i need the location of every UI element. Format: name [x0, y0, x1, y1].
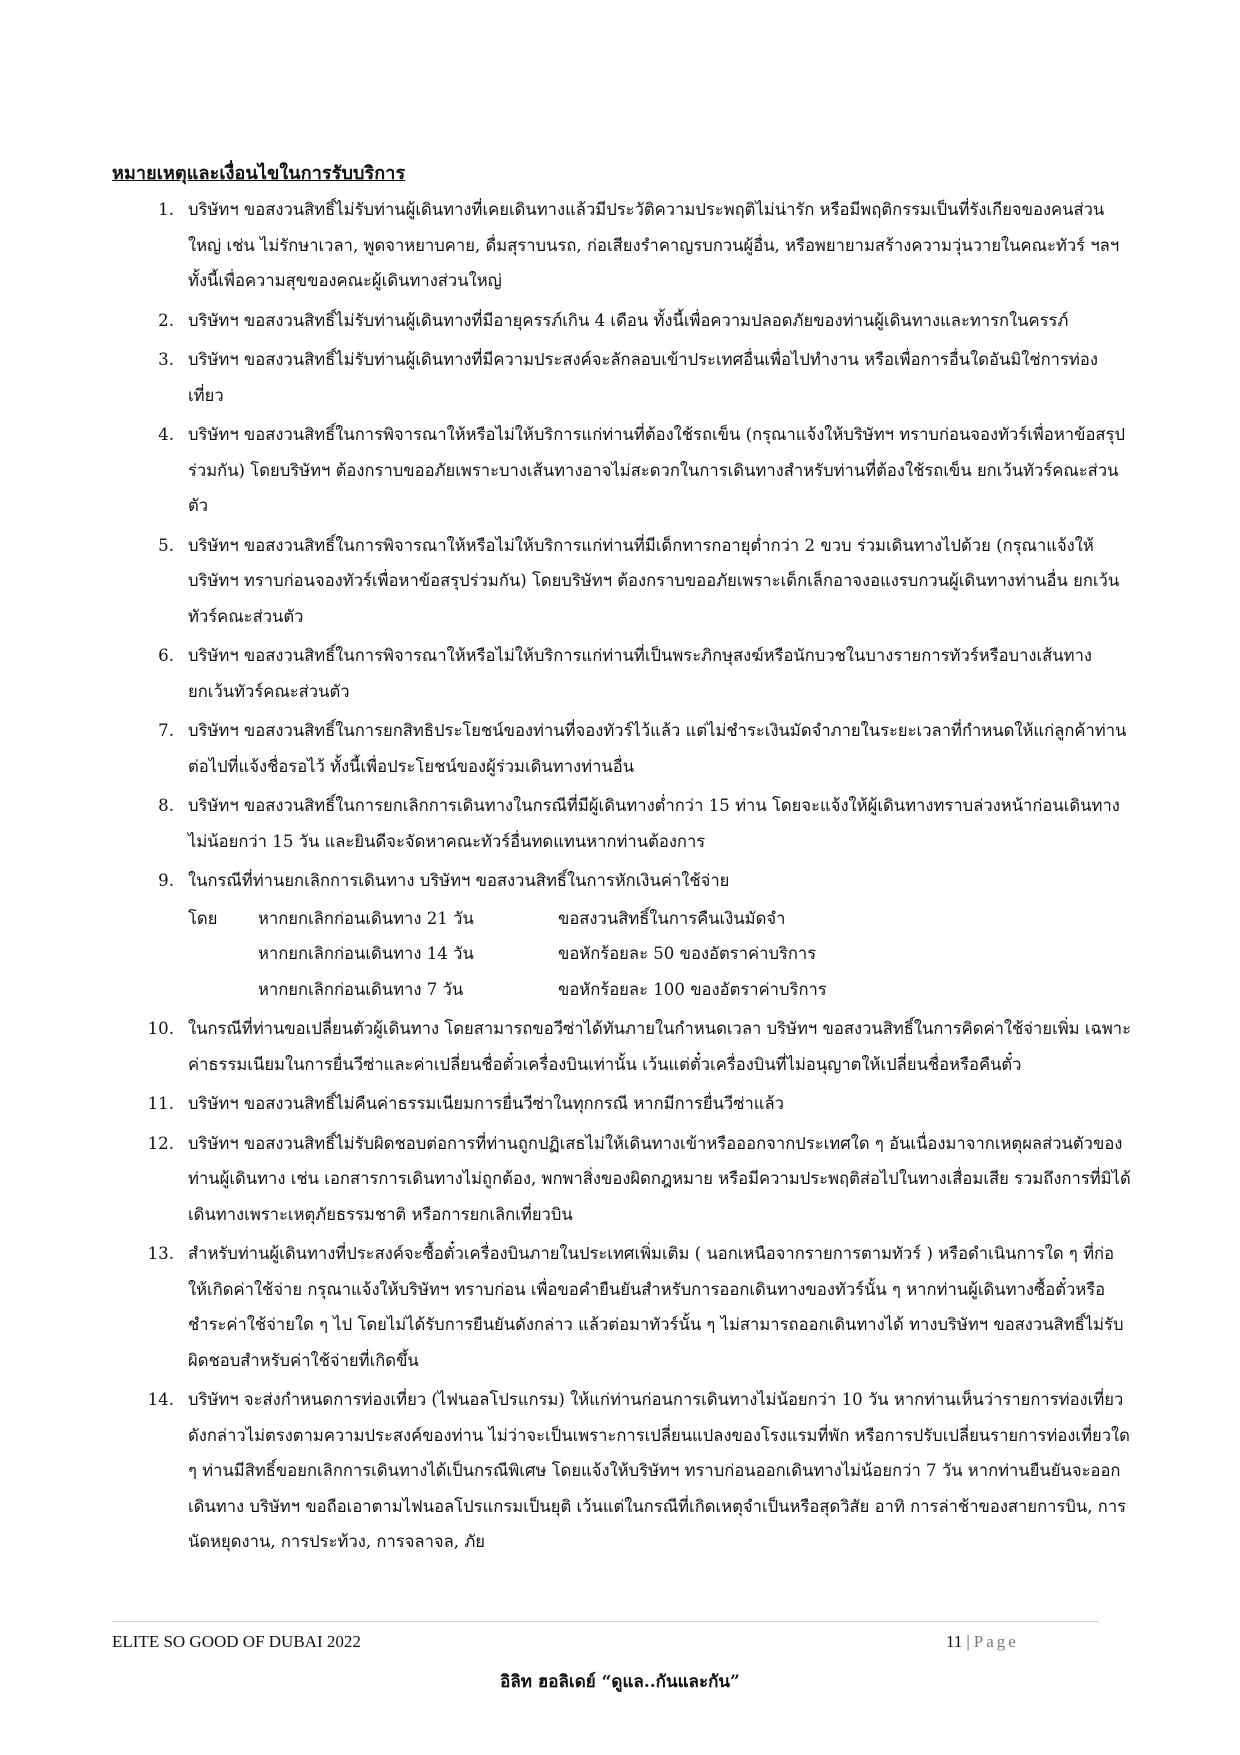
item-text: บริษัทฯ จะส่งกำหนดการท่องเที่ยว (ไฟนอลโปรแกรม) ให้แก่ท่านก่อนการเดินทางไม่น้อยกว่า 10 วัน หากท่านเห็นว่ารายการท่องเที่ยวดังกล่าวไม่ตรงตามความประสงค์ของท่าน ไม่ว่าจะเป็นเพราะการเปลี่ยนแปลงของโรงแรมที่พัก หรือการปรับเปลี่ยนรายการท่องเที่ยวใด ๆ ท่านมีสิทธิ์ขอยกเลิกการเดินทางได้เป็นกรณีพิเศษ โดยแจ้งให้บริษัทฯ ทราบก่อนออกเดินทางไม่น้อยกว่า 7 วัน หากท่านยืนยันจะออกเดินทาง บริษัทฯ ขอถือเอาตามไฟนอลโปรแกรมเป็นยุติ เว้นแต่ในกรณีที่เกิดเหตุจำเป็นหรือสุดวิสัย อาทิ การล่าช้าของสายการบิน, การนัดหยุดงาน, การประท้วง, การจลาจล, ภัย: [188, 1390, 1130, 1551]
cancellation-when: หากยกเลิกก่อนเดินทาง 14 วัน: [258, 944, 474, 963]
item-number: 5.: [158, 535, 174, 555]
item-number: 1.: [158, 200, 174, 219]
item-text: สำหรับท่านผู้เดินทางที่ประสงค์จะซื้อตั๋วเครื่องบินภายในประเทศเพิ่มเติม ( นอกเหนือจากรายการตามทัวร์ ) หรือดำเนินการใด ๆ ที่ก่อให้เกิดค่าใช้จ่าย กรุณาแจ้งให้บริษัทฯ ทราบก่อน เพื่อขอคำยืนยันสำหรับการออกเดินทางของทัวร์นั้น ๆ หากท่านผู้เดินทางซื้อตั๋วหรือชำระค่าใช้จ่ายใด ๆ ไป โดยไม่ได้รับการยืนยันดังกล่าว แล้วต่อมาทัวร์นั้น ๆ ไม่สามารถออกเดินทางได้ ทางบริษัทฯ ขอสงวนสิทธิ์ไม่รับผิดชอบสำหรับค่าใช้จ่ายที่เกิดขึ้น: [188, 1244, 1124, 1370]
cancellation-charge: ขอหักร้อยละ 50 ของอัตราค่าบริการ: [558, 944, 817, 963]
page-number: [946, 1632, 1019, 1652]
cancellation-when: หากยกเลิกก่อนเดินทาง 7 วัน: [258, 979, 464, 999]
page-separator: |: [966, 1632, 970, 1651]
item-number: 4.: [158, 425, 174, 444]
item-text: บริษัทฯ ขอสงวนสิทธิ์ในการยกสิทธิประโยชน์ของท่านที่จองทัวร์ไว้แล้ว แต่ไม่ชำระเงินมัดจำภายในระยะเวลาที่กำหนดให้แก่ลูกค้าท่านต่อไปที่แจ้งชื่อรอไว้ ทั้งนี้เพื่อประโยชน์ของผู้ร่วมเดินทางท่านอื่น: [188, 721, 1127, 776]
cancellation-charge: ขอหักร้อยละ 100 ของอัตราค่าบริการ: [558, 979, 827, 999]
item-text: ในกรณีที่ท่านยกเลิกการเดินทาง บริษัทฯ ขอสงวนสิทธิ์ในการหักเงินค่าใช้จ่าย: [188, 871, 730, 890]
item-text: ในกรณีที่ท่านขอเปลี่ยนตัวผู้เดินทาง โดยสามารถขอวีซ่าได้ทันภายในกำหนดเวลา บริษัทฯ ขอสงวนสิทธิ์ในการคิดค่าใช้จ่ายเพิ่ม เฉพาะค่าธรรมเนียมในการยื่นวีซ่าและค่าเปลี่ยนชื่อตั๋วเครื่องบินเท่านั้น เว้นแต่ตั๋วเครื่องบินที่ไม่อนุญาตให้เปลี่ยนชื่อหรือคืนตั๋ว: [188, 1019, 1132, 1074]
list-item: [112, 713, 1132, 784]
item-number: 14.: [147, 1390, 174, 1409]
list-item: [112, 417, 1132, 524]
list-item: [112, 528, 1132, 635]
list-item: [112, 1382, 1132, 1560]
list-item: [112, 1126, 1132, 1233]
item-text: บริษัทฯ ขอสงวนสิทธิ์ในการพิจารณาให้หรือไม่ให้บริการแก่ท่านที่มีเด็กทารกอายุต่ำกว่า 2 ขวบ ร่วมเดินทางไปด้วย (กรุณาแจ้งให้บริษัทฯ ทราบก่อนจองทัวร์เพื่อหาข้อสรุปร่วมกัน) โดยบริษัทฯ ต้องกราบขออภัยเพราะเด็กเล็กอาจงอแงรบกวนผู้เดินทางท่านอื่น ยกเว้นทัวร์คณะส่วนตัว: [188, 535, 1120, 626]
cancellation-charge: ขอสงวนสิทธิ์ในการคืนเงินมัดจำ: [558, 908, 786, 928]
list-item: [112, 1086, 1132, 1122]
section-heading: หมายเหตุและเงื่อนไขในการรับบริการ: [112, 163, 406, 184]
cancellation-prefix: โดย: [188, 908, 218, 928]
item-number: 12.: [147, 1133, 174, 1153]
item-text: บริษัทฯ ขอสงวนสิทธิ์ไม่คืนค่าธรรมเนียมการยื่นวีซ่าในทุกกรณี หากมีการยื่นวีซ่าแล้ว: [188, 1094, 784, 1113]
item-text: บริษัทฯ ขอสงวนสิทธิ์ในการยกเลิกการเดินทางในกรณีที่มีผู้เดินทางต่ำกว่า 15 ท่าน โดยจะแจ้งให้ผู้เดินทางทราบล่วงหน้าก่อนเดินทางไม่น้อยกว่า 15 วัน และยินดีจะจัดหาคณะทัวร์อื่นทดแทนหากท่านต้องการ: [188, 796, 1120, 851]
item-number: 9.: [158, 871, 174, 890]
cancellation-when: หากยกเลิกก่อนเดินทาง 21 วัน: [258, 908, 474, 928]
list-item: [112, 342, 1132, 413]
item-text: บริษัทฯ ขอสงวนสิทธิ์ในการพิจารณาให้หรือไม่ให้บริการแก่ท่านที่เป็นพระภิกษุสงฆ์หรือนักบวชในบางรายการทัวร์หรือบางเส้นทาง ยกเว้นทัวร์คณะส่วนตัว: [188, 646, 1092, 701]
item-number: 10.: [147, 1019, 174, 1038]
item-text: บริษัทฯ ขอสงวนสิทธิ์ไม่รับผิดชอบต่อการที่ท่านถูกปฏิเสธไม่ให้เดินทางเข้าหรือออกจากประเทศใด ๆ อันเนื่องมาจากเหตุผลส่วนตัวของท่านผู้เดินทาง เช่น เอกสารการเดินทางไม่ถูกต้อง, พกพาสิ่งของผิดกฎหมาย หรือมีความประพฤติส่อไปในทางเสื่อมเสีย รวมถึงการที่มิได้เดินทางเพราะเหตุภัยธรรมชาติ หรือการยกเลิกเที่ยวบิน: [188, 1133, 1131, 1224]
item-text: บริษัทฯ ขอสงวนสิทธิ์ไม่รับท่านผู้เดินทางที่เคยเดินทางแล้วมีประวัติความประพฤติไม่น่ารัก หรือมีพฤติกรรมเป็นที่รังเกียจของคนส่วนใหญ่ เช่น ไม่รักษาเวลา, พูดจาหยาบคาย, ดื่มสุราบนรถ, ก่อเสียงรำคาญรบกวนผู้อื่น, หรือพยายามสร้างความวุ่นวายในคณะทัวร์ ฯลฯ ทั้งนี้เพื่อความสุขของคณะผู้เดินทางส่วนใหญ่: [188, 200, 1120, 290]
item-number: 11.: [147, 1094, 174, 1113]
item-number: 2.: [158, 310, 174, 330]
item-number: 7.: [158, 721, 174, 740]
list-item: [112, 863, 1132, 1007]
terms-list: [112, 192, 1132, 1564]
list-item: [112, 1236, 1132, 1378]
footer-divider: [112, 1621, 1098, 1622]
page-number-value: 11: [946, 1632, 963, 1651]
list-item: [112, 788, 1132, 859]
item-number: 6.: [158, 646, 174, 665]
item-text: บริษัทฯ ขอสงวนสิทธิ์ไม่รับท่านผู้เดินทางที่มีอายุครรภ์เกิน 4 เดือน ทั้งนี้เพื่อความปลอดภัยของท่านผู้เดินทางและทารกในครรภ์: [188, 310, 1069, 330]
item-number: 3.: [158, 350, 174, 369]
item-number: 8.: [158, 796, 174, 815]
footer-title: ELITE SO GOOD OF DUBAI 2022: [112, 1632, 361, 1651]
footer-slogan: อิลิท ฮอลิเดย์ “ดูแล..กันและกัน”: [500, 1672, 740, 1692]
list-item: [112, 192, 1132, 299]
list-item: [112, 638, 1132, 709]
item-text: บริษัทฯ ขอสงวนสิทธิ์ในการพิจารณาให้หรือไม่ให้บริการแก่ท่านที่ต้องใช้รถเข็น (กรุณาแจ้งให้บริษัทฯ ทราบก่อนจองทัวร์เพื่อหาข้อสรุปร่วมกัน) โดยบริษัทฯ ต้องกราบขออภัยเพราะบางเส้นทางอาจไม่สะดวกในการเดินทางสำหรับท่านที่ต้องใช้รถเข็น ยกเว้นทัวร์คณะส่วนตัว: [188, 425, 1125, 515]
list-item: [112, 303, 1132, 339]
item-text: บริษัทฯ ขอสงวนสิทธิ์ไม่รับท่านผู้เดินทางที่มีความประสงค์จะลักลอบเข้าประเทศอื่นเพื่อไปทำงาน หรือเพื่อการอื่นใดอันมิใช่การท่องเที่ยว: [188, 350, 1098, 405]
page-label: Page: [973, 1632, 1019, 1651]
item-number: 13.: [147, 1244, 174, 1263]
list-item: [112, 1011, 1132, 1082]
cancellation-table: [188, 901, 1132, 1008]
